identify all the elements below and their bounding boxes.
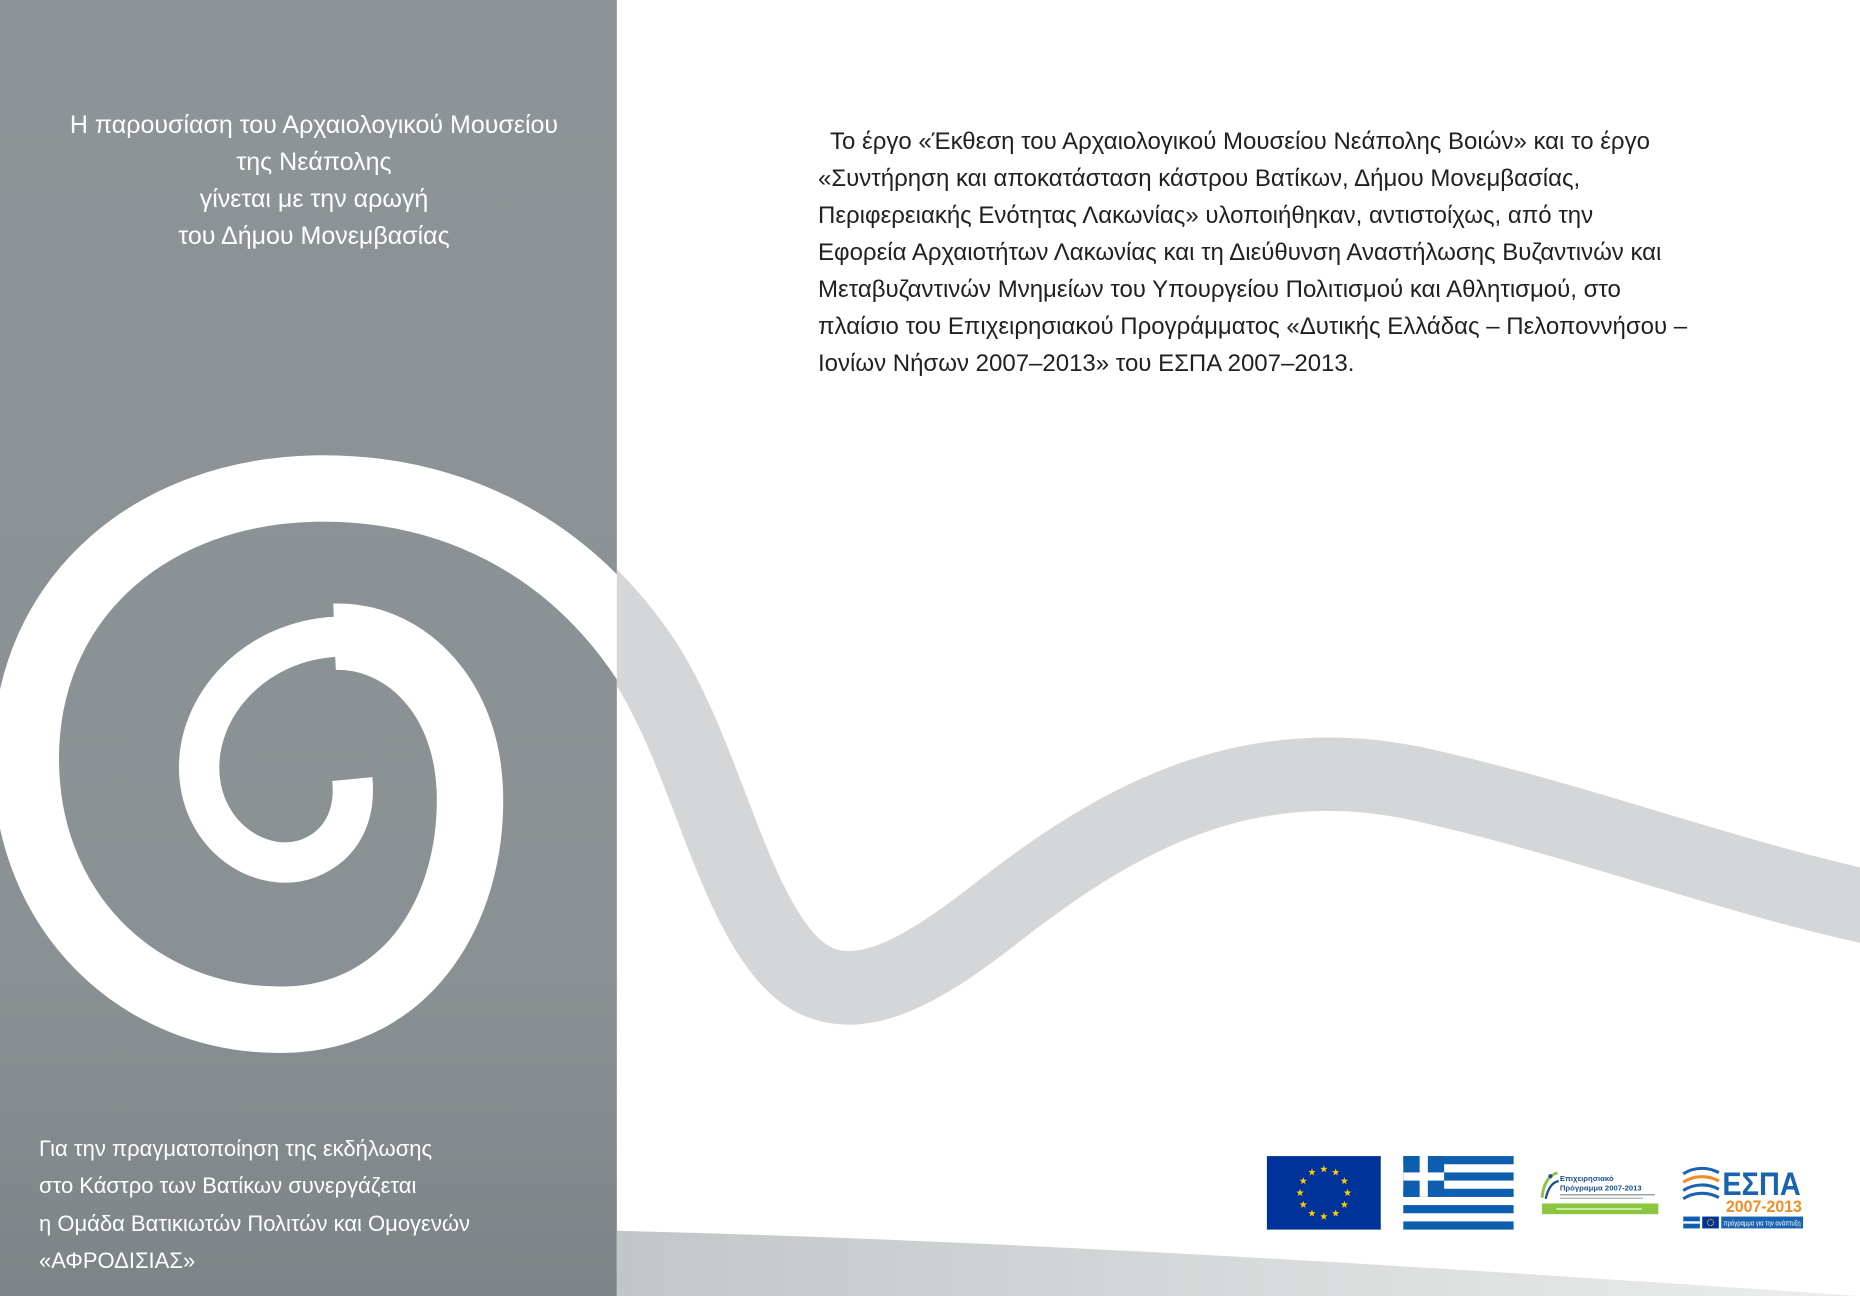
op-logo-bar-fineprint: [1556, 1208, 1641, 1209]
body-line: Ιονίων Νήσων 2007–2013» του ΕΣΠΑ 2007–2013.: [818, 350, 1355, 377]
op-logo-line2: Πρόγραμμα 2007-2013: [1559, 1183, 1642, 1193]
espa-eu-flag-icon: [1702, 1217, 1719, 1229]
greek-flag-stripe: [1403, 1205, 1513, 1213]
op-logo-mark-icon: [1546, 1181, 1559, 1199]
intro-line: του Δήμου Μονεμβασίας: [178, 222, 450, 250]
intro-line: Η παρουσίαση του Αρχαιολογικού Μουσείου: [69, 111, 559, 139]
espa-wave-icon: [1683, 1168, 1719, 1173]
body-line: Το έργο «Έκθεση του Αρχαιολογικού Μουσείου Νεάπολης Βοιών» και το έργο: [830, 128, 1650, 155]
op-logo-mark-icon: [1548, 1174, 1552, 1178]
body-line: Μεταβυζαντινών Μνημείων του Υπουργείου Πολιτισμού και Αθλητισμού, στο: [818, 276, 1621, 303]
espa-tagline: πρόγραμμα για την ανάπτυξη: [1723, 1219, 1801, 1228]
intro-block: [0, 107, 628, 255]
credits-line: στο Κάστρο των Βατίκων συνεργάζεται: [39, 1173, 417, 1199]
credits-line: «ΑΦΡΟΔΙΣΙΑΣ»: [39, 1247, 196, 1273]
bottom-floor-band: [617, 1231, 1860, 1296]
body-line: «Συντήρηση και αποκατάσταση κάστρου Βατίκων, Δήμου Μονεμβασίας,: [818, 165, 1581, 192]
op-logo-fineprint: [1560, 1194, 1655, 1195]
credits-block: [39, 1130, 470, 1279]
credits-line: Για την πραγματοποίηση της εκδήλωσης: [39, 1136, 433, 1161]
body-line: πλαίσιο του Επιχειρησιακού Προγράμματος «Δυτικής Ελλάδας – Πελοποννήσου –: [818, 313, 1688, 340]
body-line: Εφορεία Αρχαιοτήτων Λακωνίας και τη Διεύθυνση Αναστήλωσης Βυζαντινών και: [818, 239, 1662, 266]
intro-line: της Νεάπολης: [236, 148, 392, 176]
body-paragraph: [818, 123, 1687, 382]
espa-wave-icon: [1683, 1193, 1719, 1198]
greek-flag-icon: [1403, 1156, 1513, 1230]
op-logo-fineprint: [1560, 1198, 1643, 1199]
intro-line: γίνεται με την αρωγή: [199, 185, 429, 213]
greek-flag-cross-v: [1420, 1156, 1428, 1197]
greek-flag-stripe: [1403, 1221, 1513, 1229]
body-line: Περιφερειακής Ενότητας Λακωνίας» υλοποιήθηκαν, αντιστοίχως, από την: [818, 202, 1594, 229]
espa-title: ΕΣΠΑ: [1722, 1166, 1801, 1203]
espa-years: 2007-2013: [1725, 1196, 1802, 1216]
espa-greek-flag-icon: [1683, 1221, 1700, 1223]
op-logo-line1: Επιχειρησιακό: [1559, 1173, 1614, 1183]
espa-logo: [1683, 1166, 1803, 1228]
credits-line: η Ομάδα Βατικιωτών Πολιτών και Ομογενών: [39, 1210, 471, 1236]
espa-wave-icon: [1683, 1177, 1719, 1182]
operational-programme-logo: [1542, 1173, 1658, 1215]
eu-flag-icon: [1267, 1156, 1381, 1230]
espa-wave-icon: [1683, 1185, 1719, 1190]
